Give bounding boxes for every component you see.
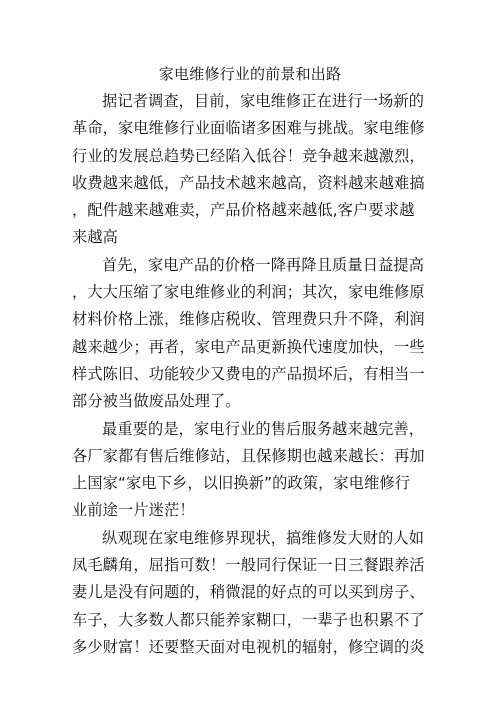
- paragraph-3: [72, 416, 428, 525]
- text-line: 行业的发展总趋势已经陷入低谷！竞争越来越激烈，: [72, 146, 425, 165]
- text-line: 各厂家都有售后维修站，且保修期也越来越长：再加: [72, 446, 425, 465]
- text-line: 收费越来越低，产品技术越来越高，资料越来越难搞: [72, 173, 425, 192]
- text-line: 部分被当做废品处理了。: [72, 392, 241, 411]
- text-line: 上国家“家电下乡，以旧换新”的政策，家电维修行: [72, 474, 411, 493]
- text-line: 越来越少；再者，家电产品更新换代速度加快，一些: [72, 337, 425, 356]
- text-line: ，大大压缩了家电维修业的利润；其次，家电维修原: [72, 283, 425, 302]
- paragraph-4: [72, 525, 428, 661]
- paragraph-1: [72, 88, 428, 252]
- text-line: 材料价格上涨，维修店税收、管理费只升不降，利润: [72, 310, 425, 329]
- text-line: 业前途一片迷茫！: [72, 501, 195, 520]
- paragraph-2: [72, 252, 428, 416]
- text-line: 革命，家电维修行业面临诸多困难与挑战。家电维修: [72, 119, 425, 138]
- text-line: 首先，家电产品的价格一降再降且质量日益提高: [102, 255, 425, 274]
- text-line: 纵观现在家电维修界现状，搞维修发大财的人如: [102, 528, 425, 547]
- text-line: ，配件越来越难卖，产品价格越来越低,客户要求越: [72, 201, 415, 220]
- text-line: 样式陈旧、功能较少又费电的产品损坏后，有相当一: [72, 364, 425, 383]
- document-body: [72, 88, 428, 661]
- text-line: 多少财富！还要整天面对电视机的辐射，修空调的炎: [72, 637, 425, 656]
- text-line: 车子，大多数人都只能养家糊口，一辈子也积累不了: [72, 610, 425, 629]
- text-line: 最重要的是，家电行业的售后服务越来越完善，: [102, 419, 425, 438]
- text-line: 妻儿是没有问题的，稍微混的好点的可以买到房子、: [72, 583, 425, 602]
- text-line: 据记者调查，目前，家电维修正在进行一场新的: [102, 92, 425, 110]
- text-line: 来越高: [72, 228, 119, 247]
- text-line: 凤毛麟角，屈指可数！一般同行保证一日三餐跟养活: [72, 556, 425, 575]
- document-title: 家电维修行业的前景和出路: [158, 65, 342, 83]
